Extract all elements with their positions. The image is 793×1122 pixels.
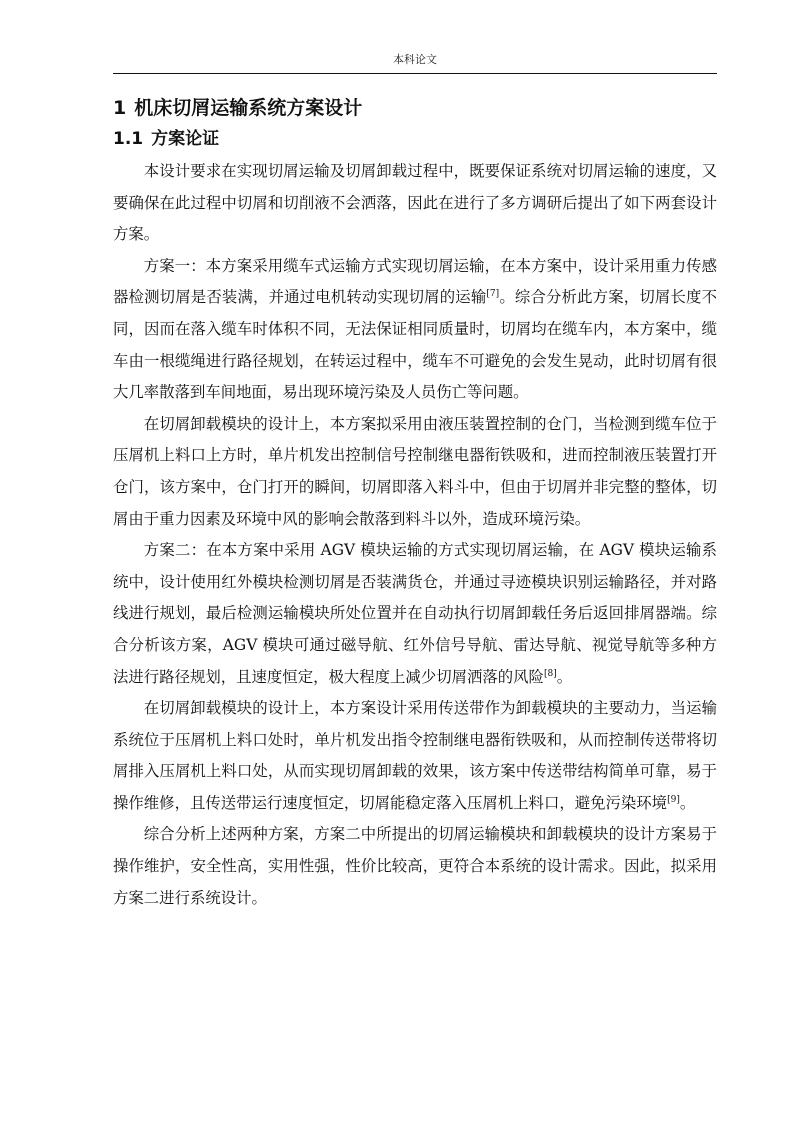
citation-marker: [7]	[486, 289, 500, 300]
section-heading	[113, 124, 717, 154]
paragraph-scheme-one	[113, 251, 717, 409]
paragraph-text-continued: 。	[679, 793, 696, 812]
running-header: 本科论文	[393, 53, 437, 66]
chapter-number: 1	[113, 97, 127, 119]
paragraph-text: 综合分析上述两种方案，方案二中所提出的切屑运输模块和卸载模块的设计方案易于操作维护，安全性高，实用性强，性价比较高，更符合本系统的设计需求。因此，拟采用方案二进行系统设计。	[113, 825, 717, 907]
paragraph-text: 在切屑卸载模块的设计上，本方案拟采用由液压装置控制的仓门，当检测到缆车位于压屑机上料口上方时，单片机发出控制信号控制继电器衔铁吸和，进而控制液压装置打开仓门，该方案中，仓门打开的瞬间，切屑即落入料斗中，但由于切屑并非完整的整体，切屑由于重力因素及环境中风的影响会散落到料斗以外，造成环境污染。	[113, 414, 717, 528]
chapter-title: 机床切屑运输系统方案设计	[134, 97, 363, 119]
paragraph-intro	[113, 156, 717, 251]
paragraph-text: 方案一：本方案采用缆车式运输方式实现切屑运输，在本方案中，设计采用重力传感器检测切屑是否装满，并通过电机转动实现切屑的运输	[113, 256, 717, 307]
paragraph-text-continued: 。综合分析此方案，切屑长度不同，因而在落入缆车时体积不同，无法保证相同质量时，切屑均在缆车内，本方案中，缆车由一根缆绳进行路径规划，在转运过程中，缆车不可避免的会发生晃动，此时切屑有很大几率散落到车间地面，易出现环境污染及人员伤亡等问题。	[113, 288, 717, 402]
chapter-heading	[113, 92, 717, 124]
paragraph-conclusion	[113, 819, 717, 914]
section-title: 方案论证	[151, 129, 220, 149]
paragraph-scheme-two-unloading	[113, 693, 717, 819]
paragraph-text: 在切屑卸载模块的设计上，本方案设计采用传送带作为卸载模块的主要动力，当运输系统位于压屑机上料口处时，单片机发出指令控制继电器衔铁吸和，从而控制传送带将切屑排入压屑机上料口处，从而实现切屑卸载的效果，该方案中传送带结构简单可靠，易于操作维修，且传送带运行速度恒定，切屑能稳定落入压屑机上料口，避免污染环境	[113, 699, 717, 812]
paragraph-scheme-two	[113, 535, 717, 693]
citation-marker: [8]	[543, 668, 557, 679]
paragraph-text-continued: 。	[556, 667, 573, 686]
paragraph-scheme-one-unloading	[113, 409, 717, 535]
page-body	[113, 92, 717, 914]
citation-marker: [9]	[667, 794, 680, 805]
paragraph-text: 本设计要求在实现切屑运输及切屑卸载过程中，既要保证系统对切屑运输的速度，又要确保在此过程中切屑和切削液不会洒落，因此在进行了多方调研后提出了如下两套设计方案。	[113, 162, 717, 244]
header-rule	[113, 73, 717, 74]
paragraph-text: 方案二：在本方案中采用 AGV 模块运输的方式实现切屑运输，在 AGV 模块运输系统中，设计使用红外模块检测切屑是否装满货仓，并通过寻迹模块识别运输路径，并对路线进行规划，最后检测运输模块所处位置并在自动执行切屑卸载任务后返回排屑器端。综合分析该方案，AGV 模块可通过磁导航、红外信号导航、雷达导航、视觉导航等多种方法进行路径规划，且速度恒定，极大程度上减少切屑洒落的风险	[113, 541, 717, 686]
section-number: 1.1	[113, 129, 144, 149]
